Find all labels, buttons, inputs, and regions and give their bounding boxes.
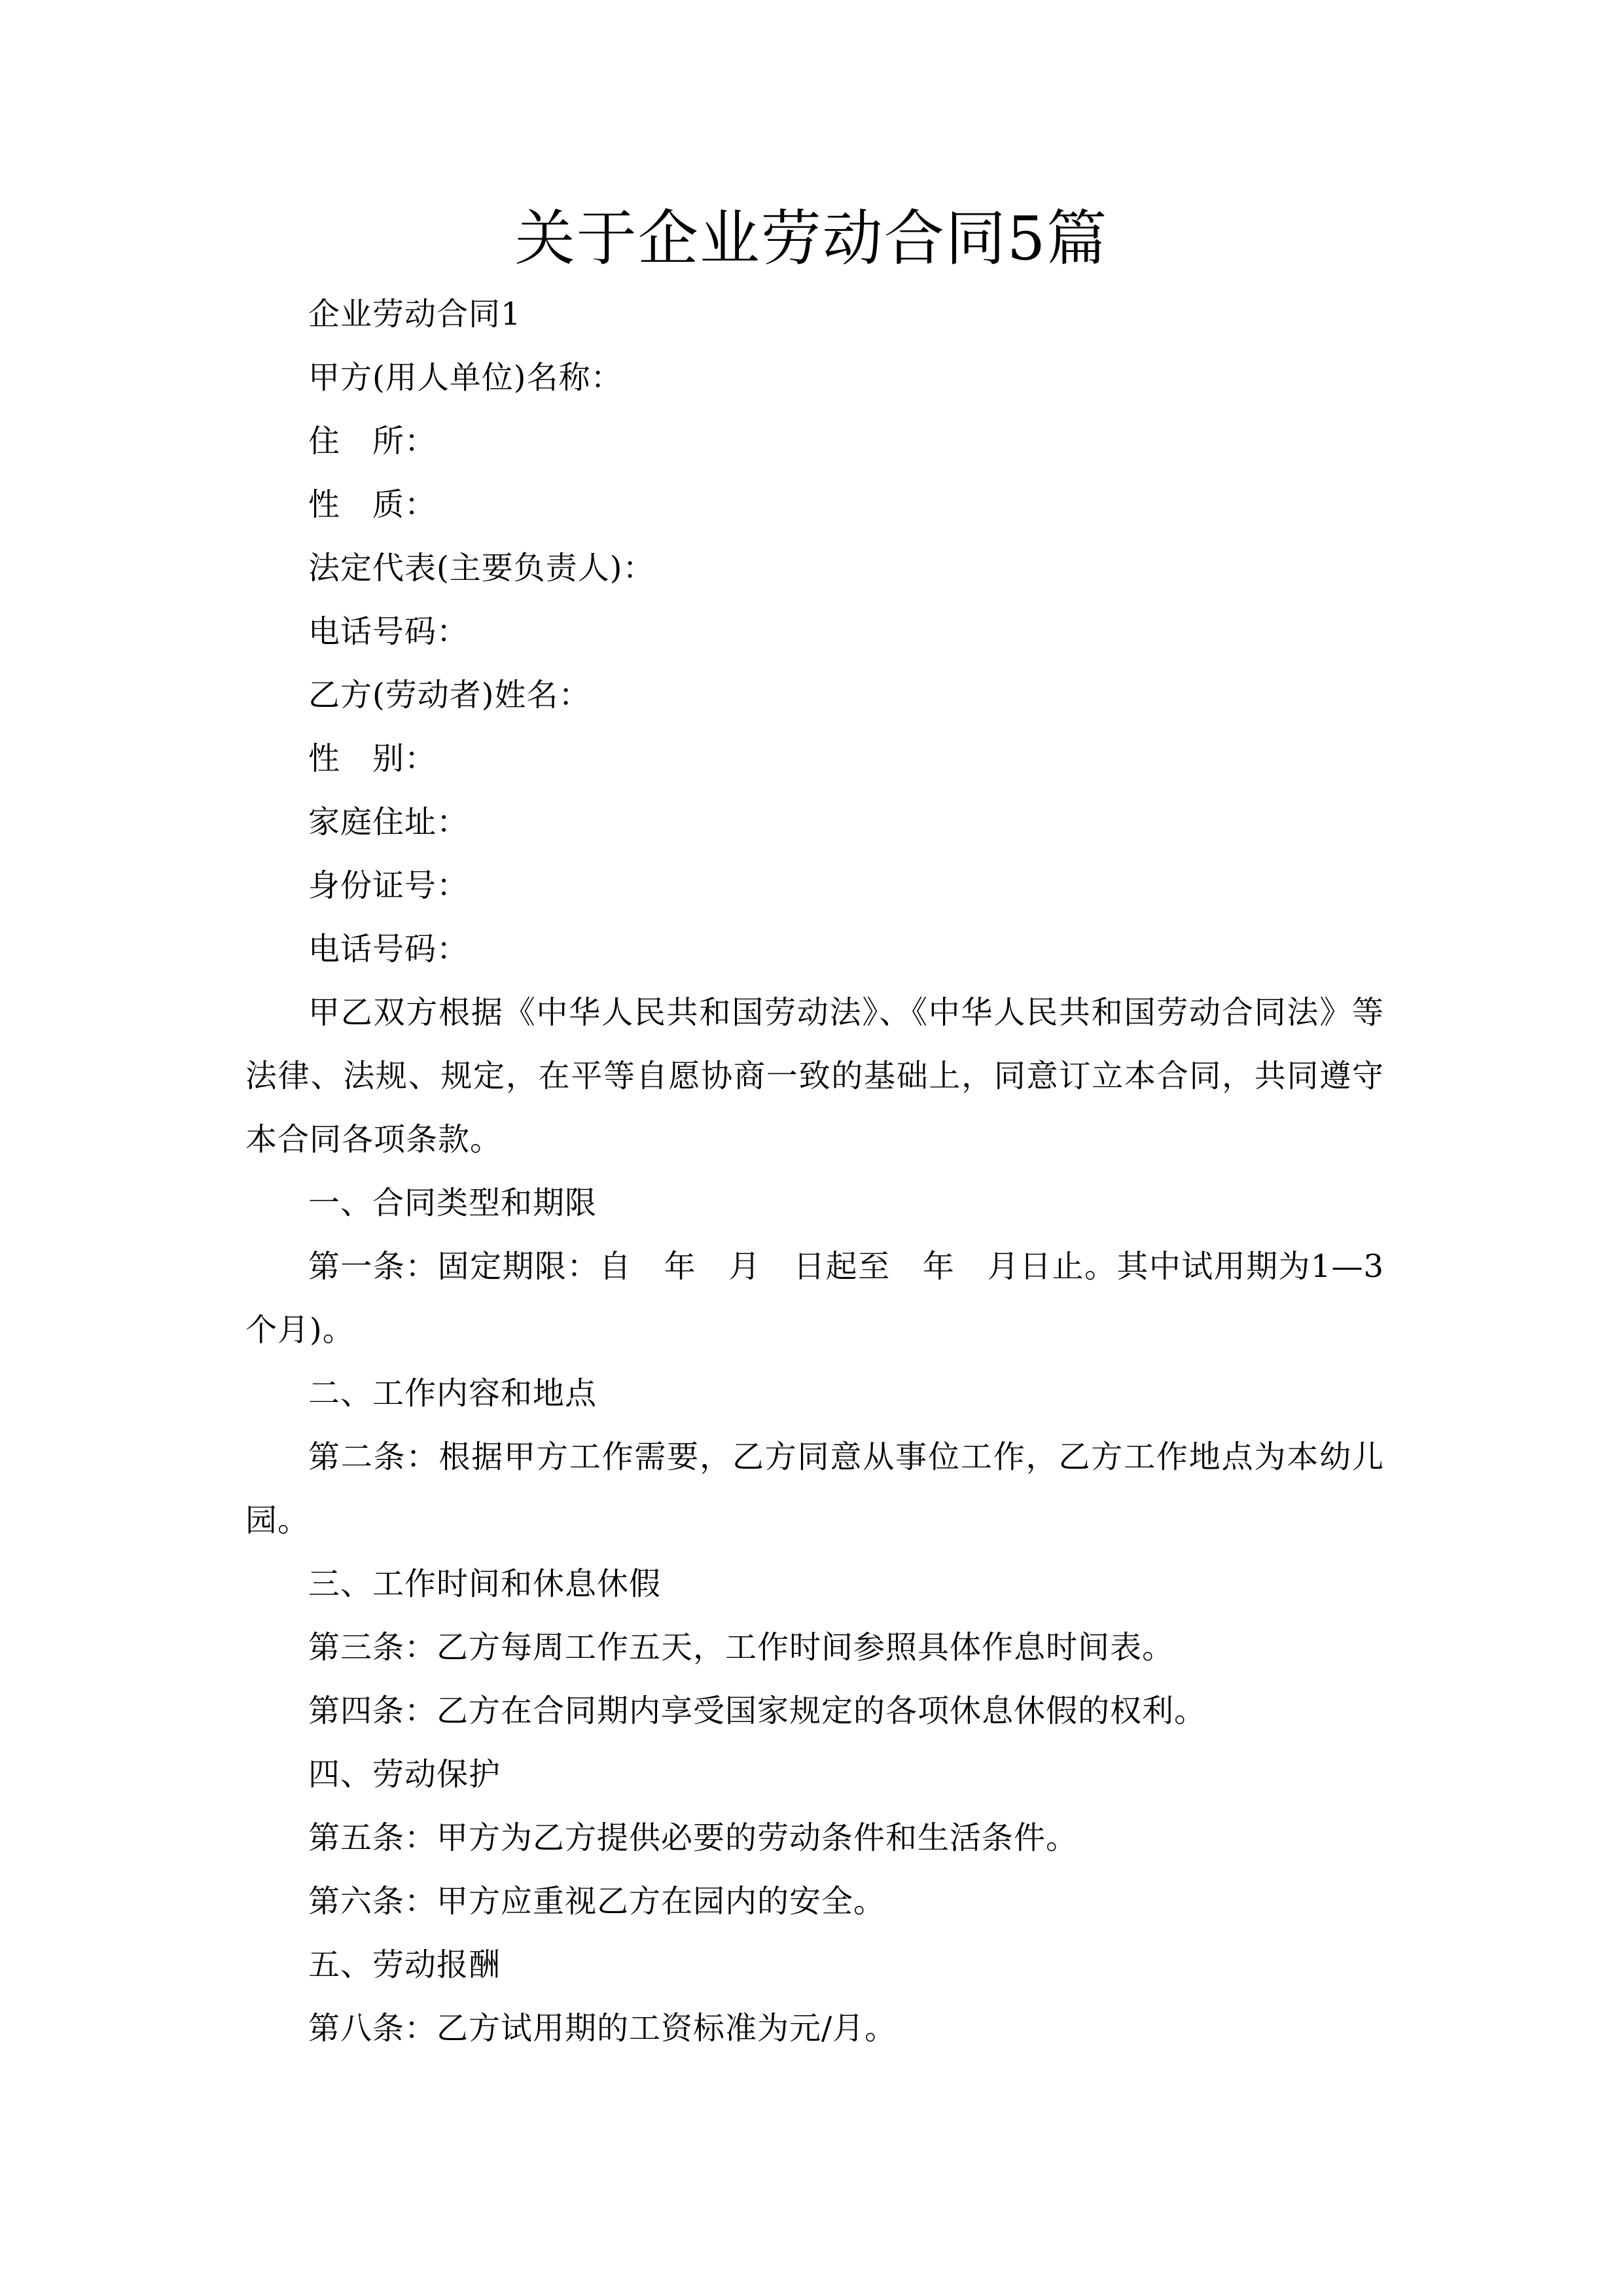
field-address: 住 所： xyxy=(308,423,437,459)
field-legal-rep: 法定代表(主要负责人)： xyxy=(308,550,655,586)
field-id-number: 身份证号： xyxy=(308,867,469,904)
field-home-address: 家庭住址： xyxy=(308,804,469,840)
article-paragraph: 第八条：乙方试用期的工资标准为元/月。 xyxy=(308,2010,897,2047)
preamble-paragraph: 甲乙双方根据《中华人民共和国劳动法》、《中华人民共和国劳动合同法》等法律、法规、规定，在平等自愿协商一致的基础上，同意订立本合同，共同遵守本合同各项条款。 xyxy=(245,994,1384,1158)
section-heading: 四、劳动保护 xyxy=(308,1756,501,1793)
field-employee-phone: 电话号码： xyxy=(308,931,469,967)
section-heading: 企业劳动合同1 xyxy=(308,296,522,332)
field-employer-phone: 电话号码： xyxy=(308,613,469,650)
article-paragraph: 第二条：根据甲方工作需要，乙方同意从事位工作，乙方工作地点为本幼儿园。 xyxy=(245,1439,1384,1539)
article-paragraph: 第六条：甲方应重视乙方在园内的安全。 xyxy=(308,1883,886,1920)
article-paragraph: 第三条：乙方每周工作五天，工作时间参照具体作息时间表。 xyxy=(308,1629,1175,1666)
section-heading: 三、工作时间和休息休假 xyxy=(308,1566,662,1602)
field-employee-name: 乙方(劳动者)姓名： xyxy=(308,677,591,713)
section-heading: 五、劳动报酬 xyxy=(308,1946,501,1983)
field-employer-name: 甲方(用人单位)名称： xyxy=(308,359,623,396)
section-heading: 二、工作内容和地点 xyxy=(308,1375,597,1412)
field-nature: 性 质： xyxy=(308,486,437,523)
field-gender: 性 别： xyxy=(308,740,437,777)
document-body xyxy=(245,283,1384,2060)
document-title: 关于企业劳动合同5篇 xyxy=(514,204,1109,274)
article-paragraph: 第五条：甲方为乙方提供必要的劳动条件和生活条件。 xyxy=(308,1820,1079,1856)
article-paragraph: 第四条：乙方在合同期内享受国家规定的各项休息休假的权利。 xyxy=(308,1693,1207,1729)
section-heading: 一、合同类型和期限 xyxy=(308,1185,597,1221)
article-paragraph: 第一条：固定期限：自 年 月 日起至 年 月日止。其中试用期为1—3个月)。 xyxy=(245,1248,1384,1348)
